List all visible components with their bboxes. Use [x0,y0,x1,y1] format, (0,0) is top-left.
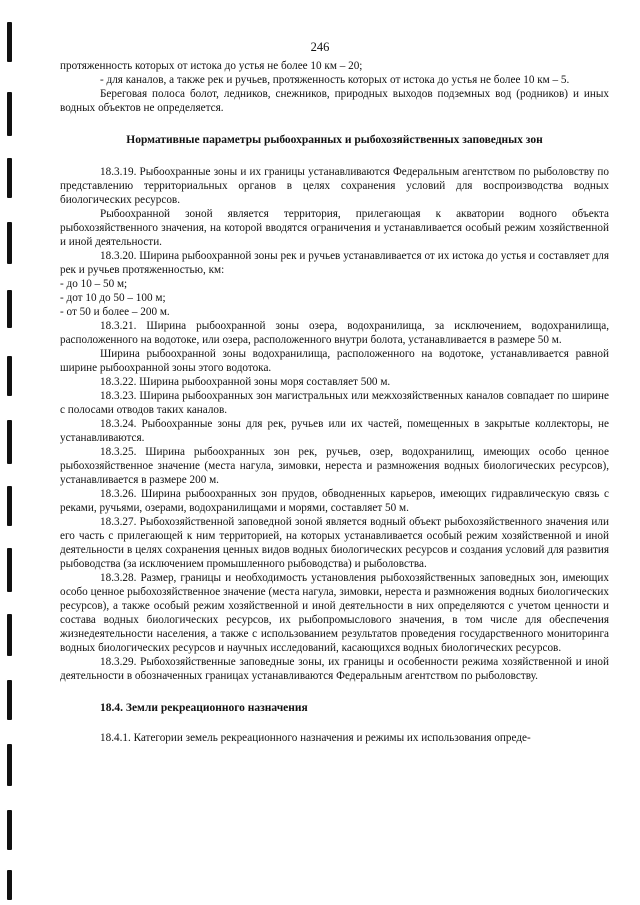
clause-18-4-1: 18.4.1. Категории земель рекреационного назначения и режимы их использования опреде- [100,732,531,744]
list-item: - дот 10 до 50 – 100 м; [60,292,166,304]
binding-bar [7,356,12,396]
list-item: - от 50 и более – 200 м. [60,306,170,318]
paragraph: Рыбоохранной зоной является территория, прилегающая к акватории водного объекта рыбохозяйственного значения, на которой вводятся ограничения и устанавливается особый режим хозяйственной и иной деятельности. [60,208,609,248]
list-item: - до 10 – 50 м; [60,278,128,290]
binding-bar [7,486,12,526]
clause-18-3-22: 18.3.22. Ширина рыбоохранной зоны моря составляет 500 м. [100,376,391,388]
clause-18-3-23: 18.3.23. Ширина рыбоохранных зон магистральных или межхозяйственных каналов совпадает по ширине с полосами отводов таких каналов. [60,390,609,416]
binding-bar [7,680,12,720]
binding-bar [7,290,12,328]
binding-marks [0,0,20,905]
binding-bar [7,744,12,786]
clause-18-3-21: 18.3.21. Ширина рыбоохранной зоны озера, водохранилища, за исключением, водохранилища, расположенного на водотоке, или озера, расположенного внутри болота, устанавливается в размере 50 м. [60,320,609,346]
clause-18-3-28: 18.3.28. Размер, границы и необходимость установления рыбохозяйственных заповедных зон, имеющих особо ценное рыбохозяйственное значение (места нагула, зимовки, нереста и размножения водных биологических ресурсов), а также особый режим хозяйственной и иной деятельности в них определяются с учетом ценности и состава водных биологических ресурсов, их рыбопромыслового значения, в том числе для обеспечения жизнедеятельности населения, а также с использованием результатов проведения государственного мониторинга водных биологических ресурсов и научных исследований, касающихся водных биологических ресурсов. [60,572,609,654]
clause-18-3-19: 18.3.19. Рыбоохранные зоны и их границы устанавливаются Федеральным агентством по рыболовству по представлению территориальных органов в целях сохранения условий для воспроизводства водных биологических ресурсов. [60,166,609,206]
binding-bar [7,158,12,198]
paragraph: Береговая полоса болот, ледников, снежников, природных выходов подземных вод (родников) и иных водных объектов не определяется. [60,88,609,114]
clause-18-3-25: 18.3.25. Ширина рыбоохранных зон рек, ручьев, озер, водохранилищ, имеющих особо ценное рыбохозяйственное значение (места нагула, зимовки, нереста и размножения водных биологических ресурсов), устанавливается в размере 200 м. [60,446,609,486]
clause-18-3-26: 18.3.26. Ширина рыбоохранных зон прудов, обводненных карьеров, имеющих гидравлическую связь с реками, ручьями, озерами, водохранилищами и морями, составляет 50 м. [60,488,609,514]
binding-bar [7,92,12,136]
paragraph: протяженность которых от истока до устья не более 10 км – 20; [60,60,363,72]
clause-18-3-20: 18.3.20. Ширина рыбоохранной зоны рек и ручьев устанавливается от их истока до устья и составляет для рек и ручьев протяженностью, км: [60,250,609,276]
document-body [60,59,609,745]
paragraph: Ширина рыбоохранной зоны водохранилища, расположенного на водотоке, устанавливается равной ширине рыбоохранной зоны этого водотока. [60,348,609,374]
section-heading-18-4: 18.4. Земли рекреационного назначения [100,702,308,714]
binding-bar [7,548,12,592]
clause-18-3-24: 18.3.24. Рыбоохранные зоны для рек, ручьев или их частей, помещенных в закрытые коллекторы, не устанавливаются. [60,418,609,444]
clause-18-3-27: 18.3.27. Рыбохозяйственной заповедной зоной является водный объект рыбохозяйственного значения или его часть с прилегающей к ним территорией, на которых устанавливается особый режим хозяйственной и иной деятельности в целях сохранения ценных видов водных биологических ресурсов и создания условий для развития рыбоводства (за исключением промышленного рыбоводства) и рыболовства. [60,516,609,570]
list-item-canals: - для каналов, а также рек и ручьев, протяженность которых от истока до устья не более 10 км – 5. [100,74,570,86]
page-number: 246 [310,40,330,54]
binding-bar [7,420,12,464]
binding-bar [7,870,12,900]
binding-bar [7,614,12,656]
clause-18-3-29: 18.3.29. Рыбохозяйственные заповедные зоны, их границы и особенности режима хозяйственной и иной деятельности в обозначенных границах устанавливаются Федеральным агентством по рыболовству. [60,656,609,682]
section-heading: Нормативные параметры рыбоохранных и рыбохозяйственных заповедных зон [126,134,543,146]
binding-bar [7,810,12,850]
binding-bar [7,222,12,264]
